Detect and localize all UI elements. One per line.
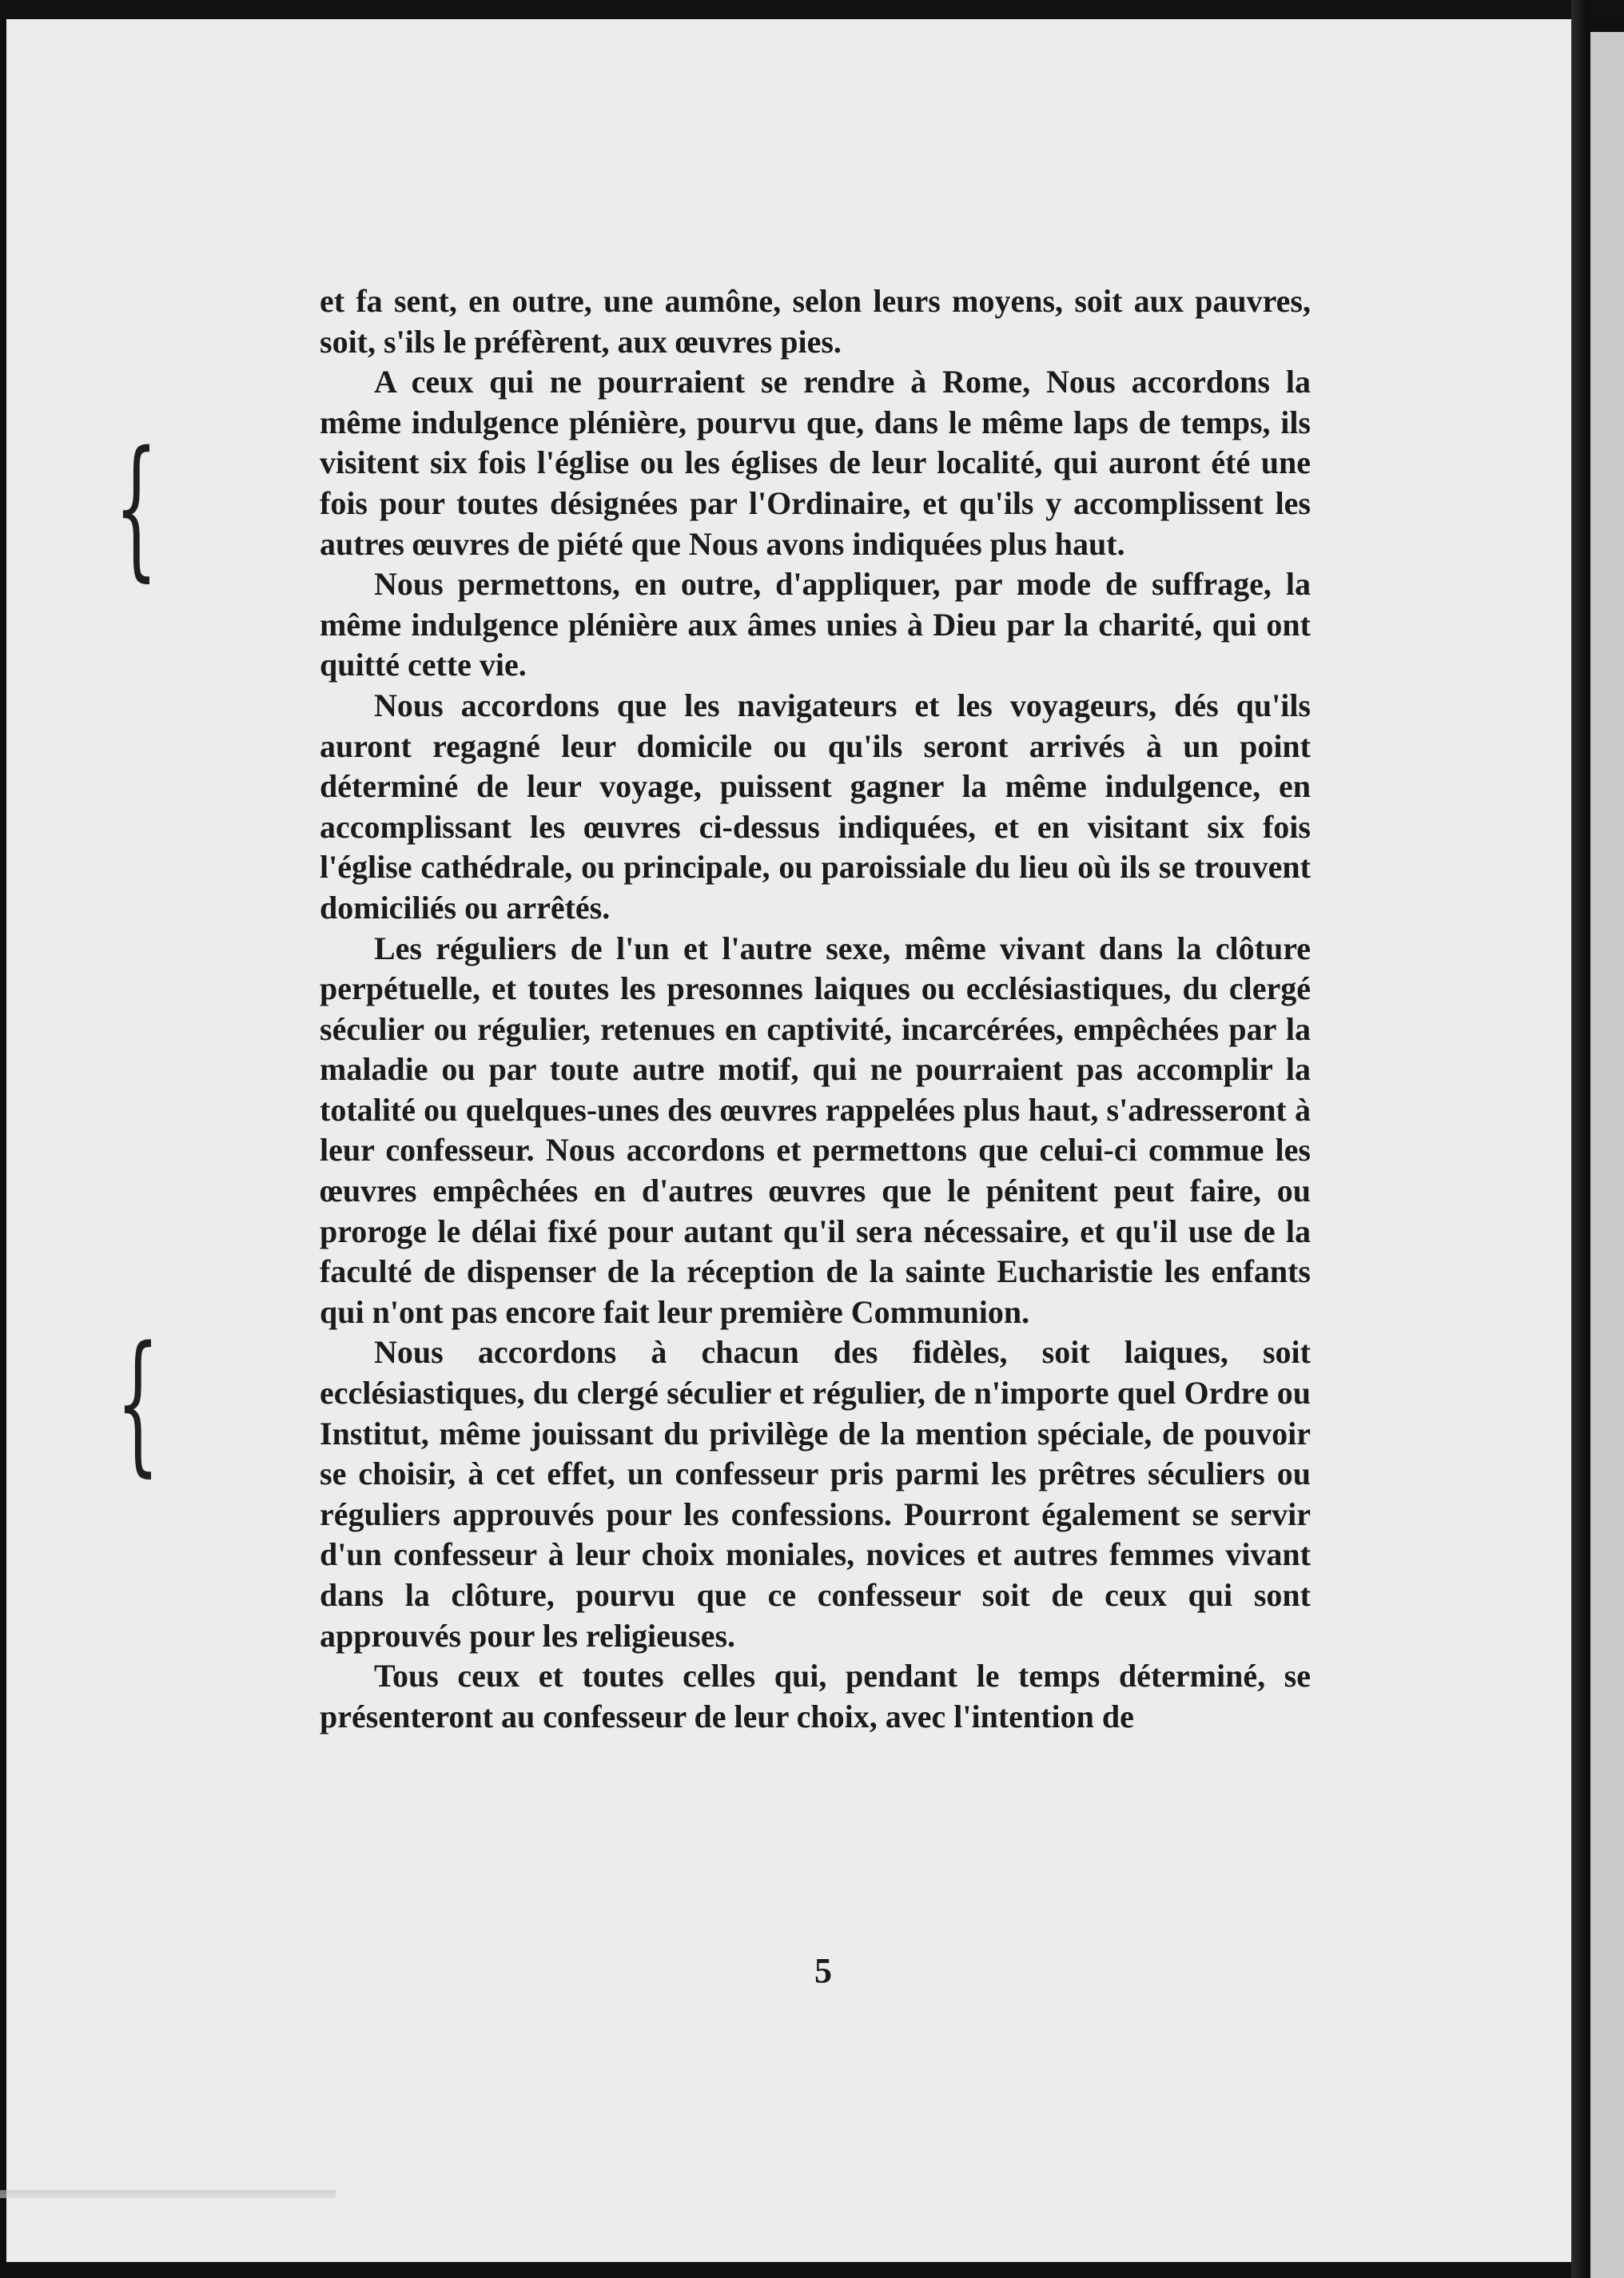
paragraph-6: Nous accordons à chacun des fidèles, soit laiques, soit ecclésiastiques, du clergé séculier et régulier, de n'importe quel Ordre ou Institut, même jouissant du privilège de la mention spéciale, de pouvoir se choisir, à cet effet, un confesseur pris parmi les prêtres séculiers ou réguliers approuvés pour les confessions. Pourront également se servir d'un confesseur à leur choix moniales, novices et autres femmes vivant dans la clôture, pourvu que ce confesseur soit de ceux qui sont approuvés pour les religieuses. (320, 1334, 1311, 1654)
scan-artifact-line (0, 2190, 336, 2198)
paragraph-1: et fa sent, en outre, une aumône, selon leurs moyens, soit aux pauvres, soit, s'ils le préfèrent, aux œuvres pies. (320, 283, 1311, 360)
page-right-shadow (1571, 0, 1589, 2278)
margin-brace-mark: { (114, 419, 158, 595)
paragraph-7: Tous ceux et toutes celles qui, pendant le temps déterminé, se présenteront au confesseur de leur choix, avec l'intention de (320, 1658, 1311, 1734)
body-text (320, 281, 1311, 1737)
paragraph-5: Les réguliers de l'un et l'autre sexe, même vivant dans la clôture perpétuelle, et toutes les presonnes laiques ou ecclésiastiques, du clergé séculier ou régulier, retenues en captivité, incarcérées, empêchées par la maladie ou par toute autre motif, qui ne pourraient pas accomplir la totalité ou quelques-unes des œuvres rappelées plus haut, s'adresseront à leur confesseur. Nous accordons et permettons que celui-ci commue les œuvres empêchées en d'autres œuvres que le pénitent peut faire, ou proroge le délai fixé pour autant qu'il sera nécessaire, et qu'il use de la faculté de dispenser de la réception de la sainte Eucharistie les enfants qui n'ont pas encore fait leur première Communion. (320, 930, 1311, 1330)
page-number: 5 (814, 1951, 832, 1990)
margin-brace-mark: { (116, 1314, 160, 1491)
scan-top-border (0, 0, 1624, 19)
page-right-edge (1590, 32, 1624, 2278)
paragraph-4: Nous accordons que les navigateurs et les voyageurs, dés qu'ils auront regagné leur domicile ou qu'ils seront arrivés à un point déterminé de leur voyage, puissent gagner la même indulgence, en accomplissant les œuvres ci-dessus indiquées, et en visitant six fois l'église cathédrale, ou principale, ou paroissiale du lieu où ils se trouvent domiciliés ou arrêtés. (320, 687, 1311, 926)
paragraph-3: Nous permettons, en outre, d'appliquer, par mode de suffrage, la même indulgence plénière aux âmes unies à Dieu par la charité, qui ont quitté cette vie. (320, 566, 1311, 683)
paragraph-2: A ceux qui ne pourraient se rendre à Rome, Nous accordons la même indulgence plénière, pourvu que, dans le même laps de temps, ils visitent six fois l'église ou les églises de leur localité, qui auront été une fois pour toutes désignées par l'Ordinaire, et qu'ils y accomplissent les autres œuvres de piété que Nous avons indiquées plus haut. (320, 364, 1311, 562)
